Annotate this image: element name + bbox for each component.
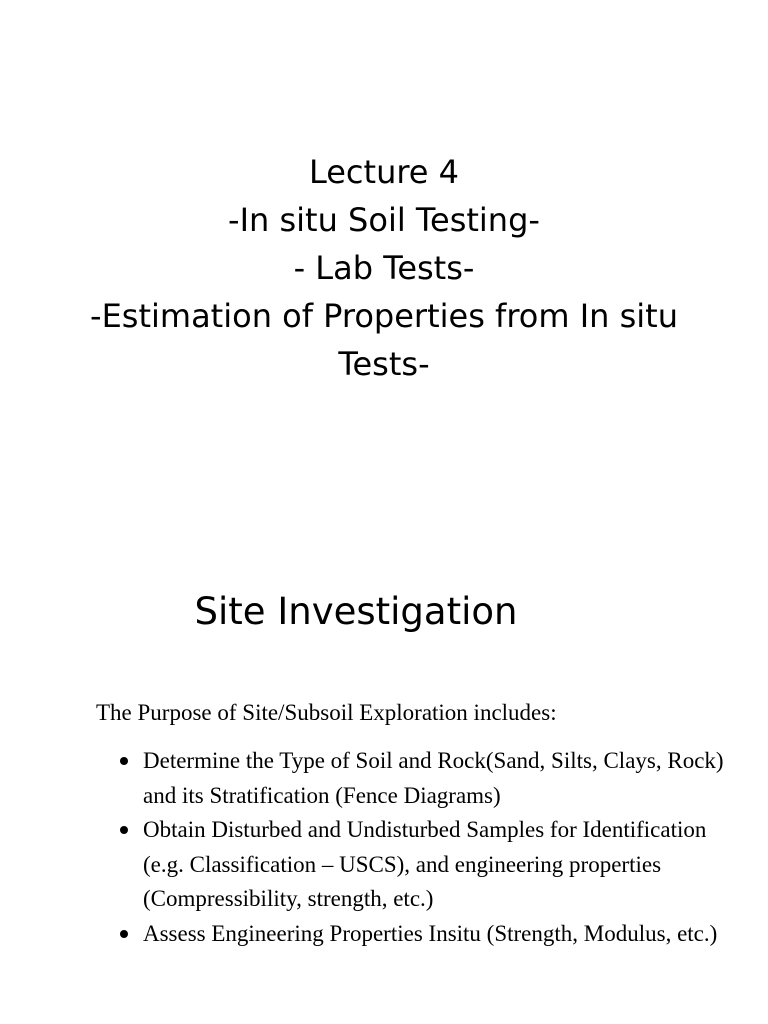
title-line-1: Lecture 4 bbox=[308, 153, 460, 191]
list-item-text: Determine the Type of Soil and Rock(Sand, Silts, Clays, Rock) and its Stratification (Fence Diagrams) bbox=[143, 748, 724, 808]
intro-text: The Purpose of Site/Subsoil Exploration includes: bbox=[96, 700, 557, 725]
title-line-2: -In situ Soil Testing- bbox=[228, 201, 540, 239]
title-line-4: -Estimation of Properties from In situ bbox=[90, 297, 678, 335]
section-heading: Site Investigation bbox=[194, 590, 518, 633]
bullet-dot-icon bbox=[120, 757, 128, 765]
list-item bbox=[120, 813, 740, 917]
list-item bbox=[120, 744, 740, 813]
list-item-text: Obtain Disturbed and Undisturbed Samples for Identification (e.g. Classification – USCS), and engineering properties (Compressibility, strength, etc.) bbox=[143, 817, 707, 911]
title-line-3: - Lab Tests- bbox=[293, 249, 475, 287]
bullet-dot-icon bbox=[120, 826, 128, 834]
list-item-text: Assess Engineering Properties Insitu (Strength, Modulus, etc.) bbox=[143, 920, 718, 946]
purpose-list bbox=[120, 744, 740, 951]
list-item bbox=[120, 917, 740, 952]
lecture-title bbox=[0, 148, 768, 388]
title-line-5: Tests- bbox=[338, 345, 430, 383]
bullet-dot-icon bbox=[120, 930, 128, 938]
